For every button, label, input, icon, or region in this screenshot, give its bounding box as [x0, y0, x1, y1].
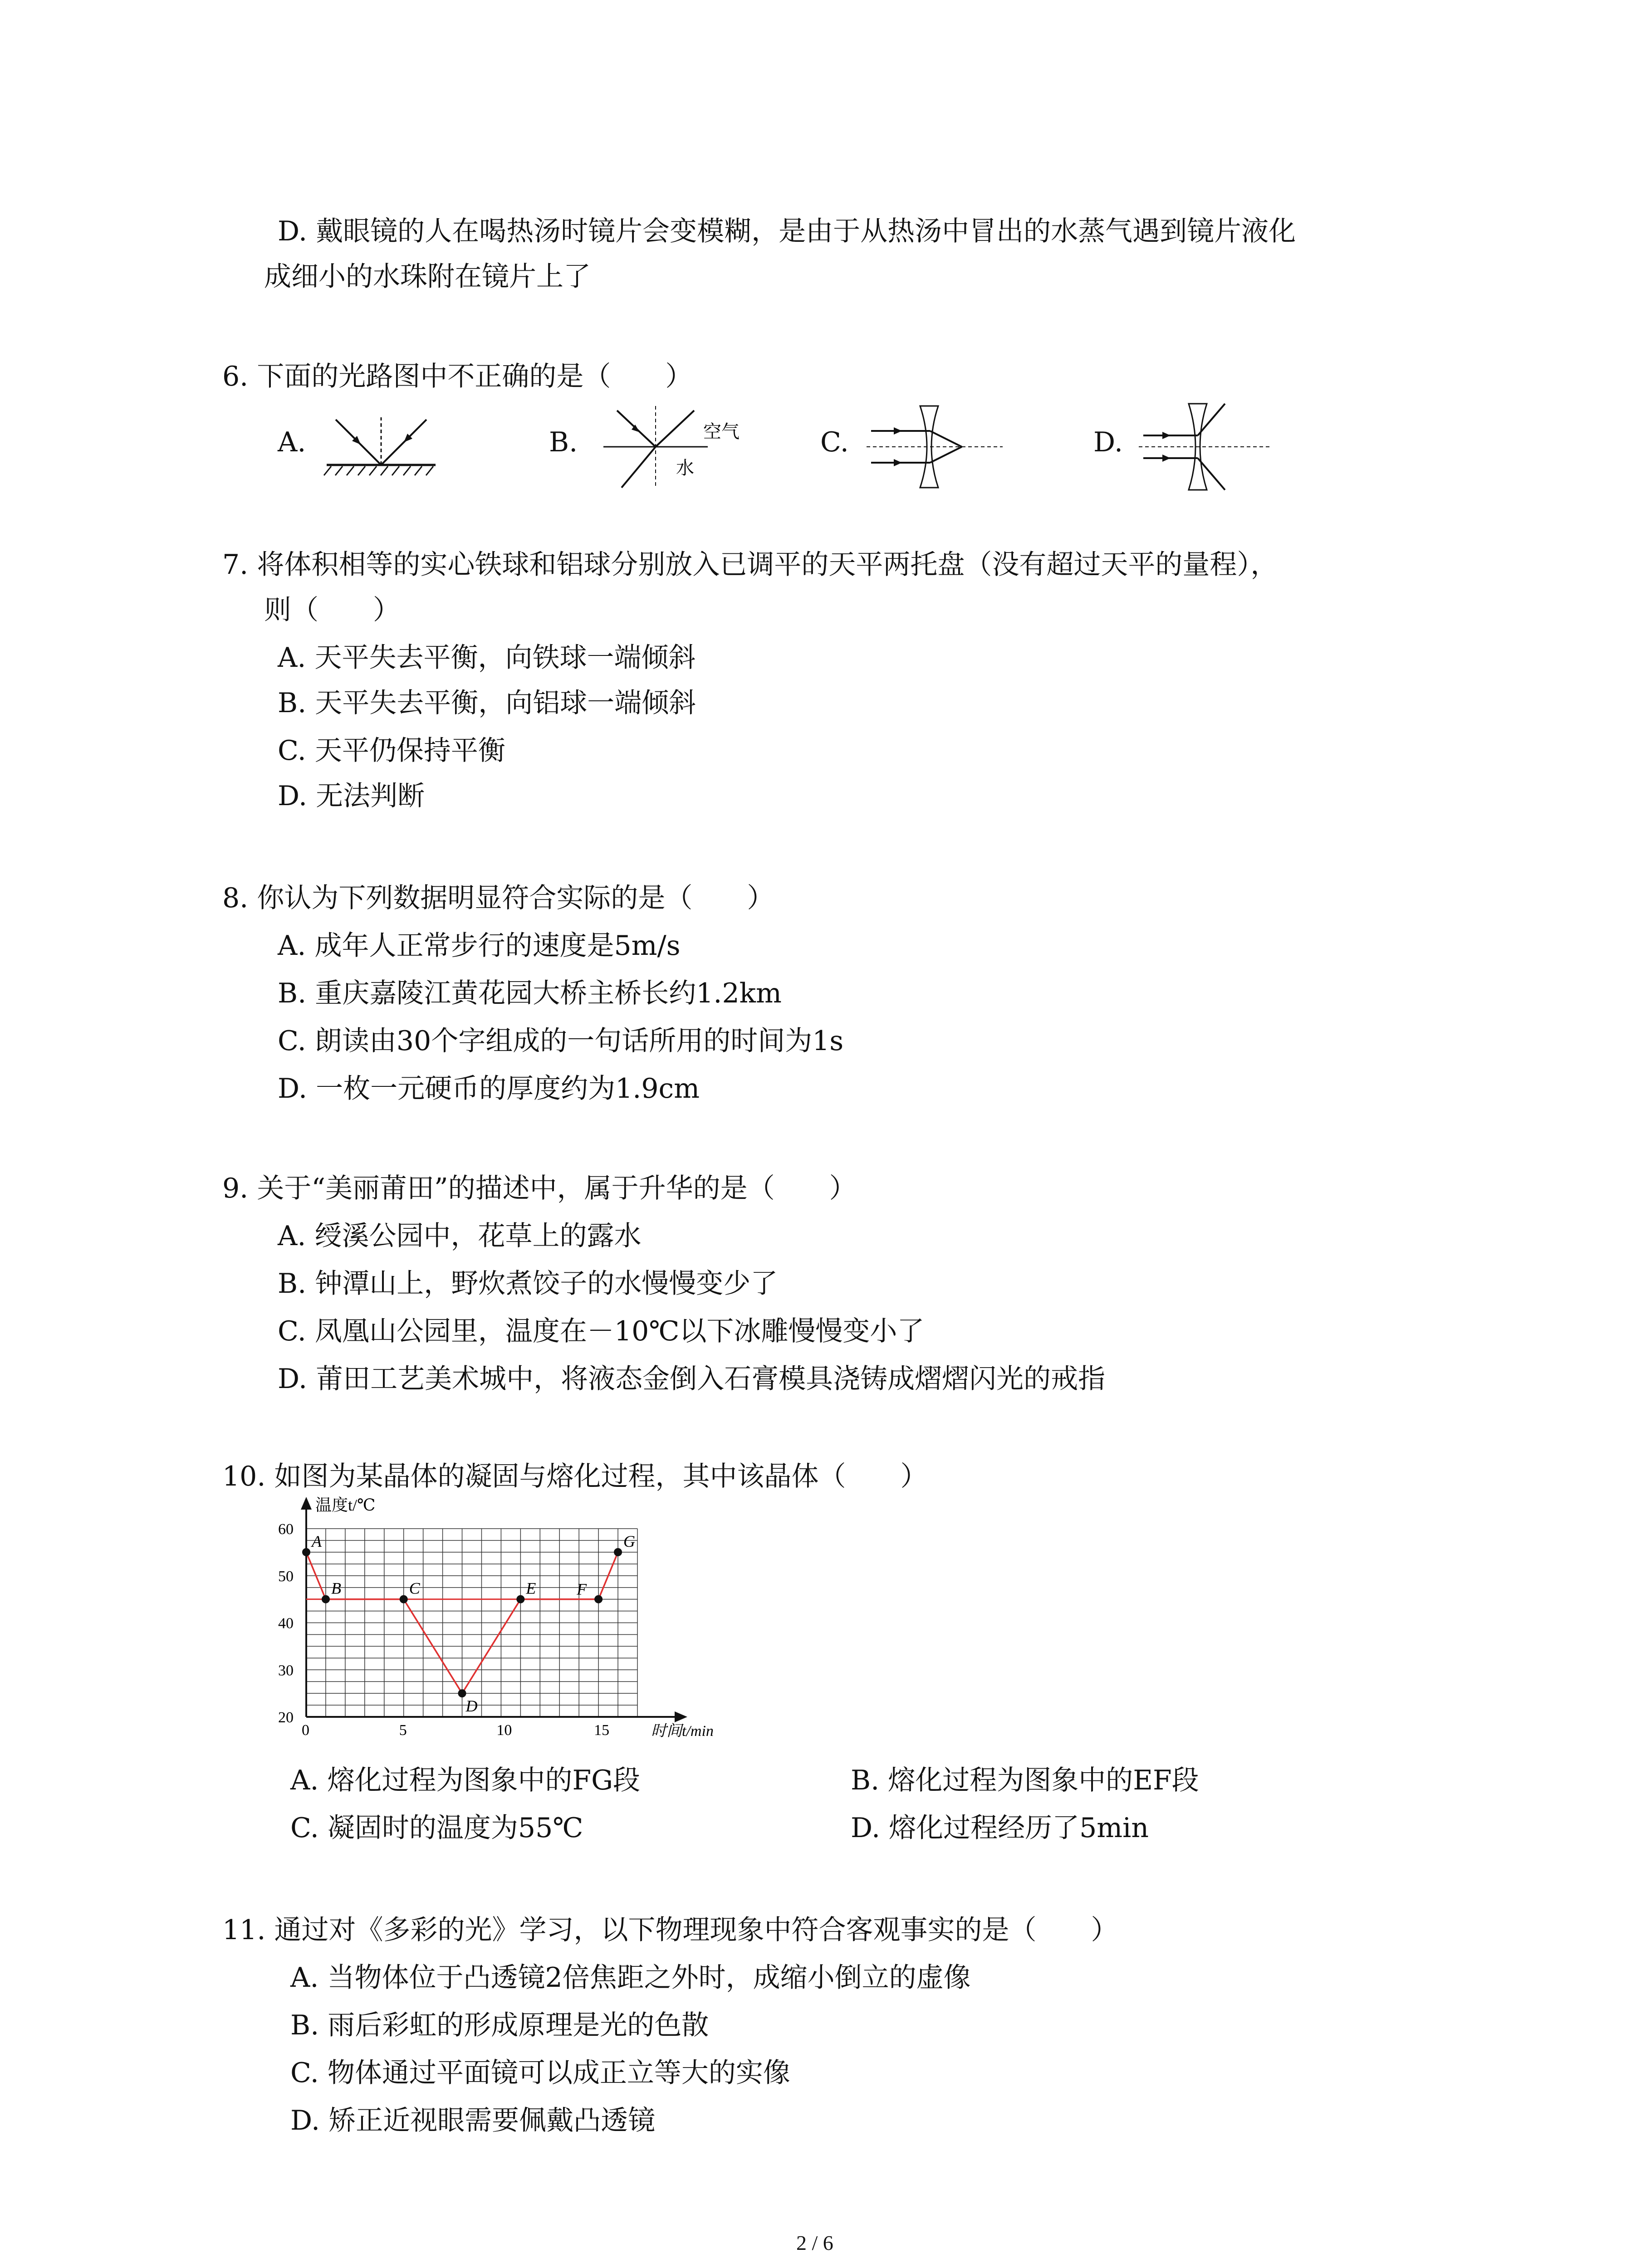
- x-tick-label: 5: [399, 1722, 407, 1739]
- q6-diagram-a-reflection: [318, 399, 445, 490]
- q10-stem: 10. 如图为某晶体的凝固与熔化过程，其中该晶体（ ）: [222, 1461, 928, 1492]
- q7-option-b: B. 天平失去平衡，向铝球一端倾斜: [278, 687, 696, 719]
- q11-option-a: A. 当物体位于凸透镜2倍焦距之外时，成缩小倒立的虚像: [290, 1962, 971, 1994]
- q8-option-d: D. 一枚一元硬币的厚度约为1.9cm: [278, 1073, 700, 1105]
- q6-label-c: C.: [820, 426, 849, 458]
- q6-diagram-c-lens: [862, 397, 1007, 497]
- data-point-a: [302, 1548, 310, 1556]
- q10-option-a: A. 熔化过程为图象中的FG段: [290, 1765, 641, 1796]
- data-point-b: [322, 1595, 330, 1603]
- x-tick-label: 10: [496, 1722, 512, 1739]
- q11-option-c: C. 物体通过平面镜可以成正立等大的实像: [290, 2057, 790, 2089]
- data-point-d: [458, 1689, 466, 1697]
- q10-option-c: C. 凝固时的温度为55℃: [290, 1812, 583, 1844]
- q5-option-d-line2: 成细小的水珠附在镜片上了: [264, 261, 591, 293]
- data-point-c: [400, 1595, 408, 1603]
- q9-option-d: D. 莆田工艺美术城中，将液态金倒入石膏模具浇铸成熠熠闪光的戒指: [278, 1363, 1106, 1395]
- x-tick-label: 15: [594, 1722, 610, 1739]
- q6-label-a: A.: [278, 426, 306, 458]
- q6-stem: 6. 下面的光路图中不正确的是（ ）: [222, 361, 693, 392]
- point-label-f: F: [577, 1580, 587, 1598]
- x-axis-arrow: [675, 1711, 687, 1722]
- q11-option-d: D. 矫正近视眼需要佩戴凸透镜: [290, 2105, 656, 2136]
- q7-stem-line2: 则（ ）: [264, 594, 400, 626]
- q7-option-d: D. 无法判断: [278, 780, 425, 812]
- y-axis-arrow: [301, 1497, 312, 1510]
- q6-water-label: 水: [676, 458, 694, 478]
- y-tick-label: 40: [278, 1615, 294, 1632]
- q9-option-c: C. 凤凰山公园里，温度在－10℃以下冰雕慢慢变小了: [278, 1315, 925, 1347]
- x-axis-label: 时间t/min: [651, 1723, 714, 1740]
- q6-label-b: B.: [549, 426, 578, 458]
- point-label-d: D: [465, 1697, 478, 1716]
- q7-option-c: C. 天平仍保持平衡: [278, 735, 505, 767]
- page-number: 2 / 6: [796, 2231, 833, 2254]
- data-point-g: [614, 1548, 622, 1556]
- x-tick-label: 0: [302, 1722, 309, 1739]
- y-axis-label: 温度t/℃: [315, 1496, 376, 1514]
- q8-option-a: A. 成年人正常步行的速度是5m/s: [278, 930, 681, 962]
- q8-stem: 8. 你认为下列数据明显符合实际的是（ ）: [222, 882, 774, 914]
- q6-label-d: D.: [1093, 426, 1123, 458]
- q6-diagram-b-refraction: [594, 397, 758, 501]
- q6-diagram-d-lens: [1134, 392, 1279, 501]
- data-point-e: [516, 1595, 524, 1603]
- point-label-a: A: [312, 1532, 322, 1550]
- q11-option-b: B. 雨后彩虹的形成原理是光的色散: [290, 2009, 709, 2041]
- q7-stem-line1: 7. 将体积相等的实心铁球和铝球分别放入已调平的天平两托盘（没有超过天平的量程），: [222, 549, 1278, 581]
- y-tick-label: 50: [278, 1568, 294, 1585]
- q10-option-d: D. 熔化过程经历了5min: [851, 1812, 1149, 1844]
- q10-temperature-time-chart: [254, 1492, 730, 1755]
- q9-stem: 9. 关于“美丽莆田”的描述中，属于升华的是（ ）: [222, 1173, 857, 1204]
- y-tick-label: 30: [278, 1662, 294, 1679]
- q9-option-a: A. 绶溪公园中，花草上的露水: [278, 1220, 642, 1252]
- point-label-b: B: [331, 1579, 341, 1598]
- q5-option-d-line1: D. 戴眼镜的人在喝热汤时镜片会变模糊，是由于从热汤中冒出的水蒸气遇到镜片液化: [278, 215, 1296, 247]
- y-tick-label: 60: [278, 1521, 294, 1538]
- point-label-c: C: [409, 1579, 420, 1598]
- y-tick-label: 20: [278, 1709, 294, 1726]
- point-label-e: E: [526, 1579, 536, 1598]
- q9-option-b: B. 钟潭山上，野炊煮饺子的水慢慢变少了: [278, 1268, 778, 1300]
- q8-option-b: B. 重庆嘉陵江黄花园大桥主桥长约1.2km: [278, 978, 782, 1009]
- q6-air-label: 空气: [703, 421, 740, 442]
- data-point-f: [594, 1595, 603, 1603]
- q11-stem: 11. 通过对《多彩的光》学习，以下物理现象中符合客观事实的是（ ）: [222, 1914, 1118, 1946]
- q10-option-b: B. 熔化过程为图象中的EF段: [851, 1765, 1199, 1796]
- q8-option-c: C. 朗读由30个字组成的一句话所用的时间为1s: [278, 1025, 844, 1057]
- point-label-g: G: [623, 1532, 636, 1550]
- q7-option-a: A. 天平失去平衡，向铁球一端倾斜: [278, 642, 696, 674]
